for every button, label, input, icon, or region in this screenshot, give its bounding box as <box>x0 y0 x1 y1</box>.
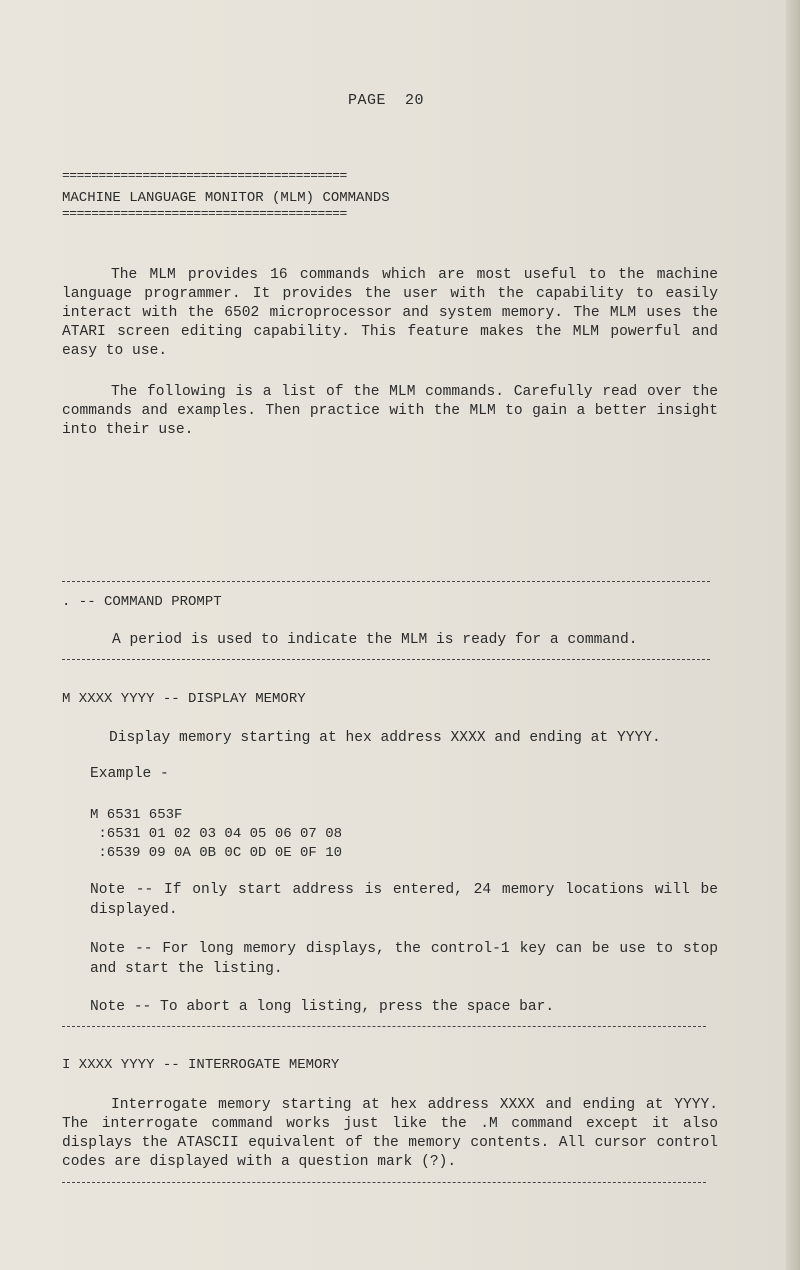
intro-text-1: The MLM provides 16 commands which are most useful to the machine language programmer. It provides the user with the capability to easily interact with the 6502 microprocessor and system memory. The MLM uses the ATARI screen editing capability. This feature makes the MLM powerful and easy to use. <box>62 267 718 359</box>
command-prompt-description: A period is used to indicate the MLM is ready for a command. <box>112 632 638 648</box>
page-edge <box>786 0 800 1270</box>
note-control-key <box>90 939 718 979</box>
example-line-1: M 6531 653F <box>90 807 183 823</box>
command-prompt-heading: . -- COMMAND PROMPT <box>62 594 222 610</box>
display-memory-description: Display memory starting at hex address XXXX and ending at YYYY. <box>109 730 661 746</box>
intro-text-2: The following is a list of the MLM commands. Carefully read over the commands and examples. Then practice with the MLM to gain a better insight into their use. <box>62 384 718 438</box>
note-text-2: Note -- For long memory displays, the control-1 key can be use to stop and start the listing. <box>90 941 718 977</box>
divider-1 <box>62 581 710 582</box>
example-line-3: :6539 09 0A 0B 0C 0D 0E 0F 10 <box>90 845 343 861</box>
display-memory-heading: M XXXX YYYY -- DISPLAY MEMORY <box>62 691 306 707</box>
top-equals-rule: ======================================= <box>62 168 347 183</box>
divider-2 <box>62 659 710 660</box>
example-label: Example - <box>90 766 169 782</box>
example-line-2: :6531 01 02 03 04 05 06 07 08 <box>90 826 343 842</box>
note-text-1: Note -- If only start address is entered, 24 memory locations will be displayed. <box>90 882 718 918</box>
intro-paragraph-2 <box>62 383 718 440</box>
bottom-equals-rule: ======================================= <box>62 206 347 221</box>
interrogate-memory-description: Interrogate memory starting at hex address XXXX and ending at YYYY. The interrogate command works just like the .M command except it also displays the ATASCII equivalent of the memory contents. All cursor control codes are displayed with a question mark (?). <box>62 1097 718 1170</box>
intro-paragraph-1 <box>62 266 718 361</box>
divider-3 <box>62 1026 706 1027</box>
note-start-address <box>90 880 718 920</box>
divider-4 <box>62 1182 706 1183</box>
note-abort-listing: Note -- To abort a long listing, press the space bar. <box>90 999 555 1015</box>
section-title: MACHINE LANGUAGE MONITOR (MLM) COMMANDS <box>62 190 390 206</box>
interrogate-memory-paragraph <box>62 1096 718 1172</box>
page-number: PAGE 20 <box>348 92 425 109</box>
interrogate-memory-heading: I XXXX YYYY -- INTERROGATE MEMORY <box>62 1057 340 1073</box>
